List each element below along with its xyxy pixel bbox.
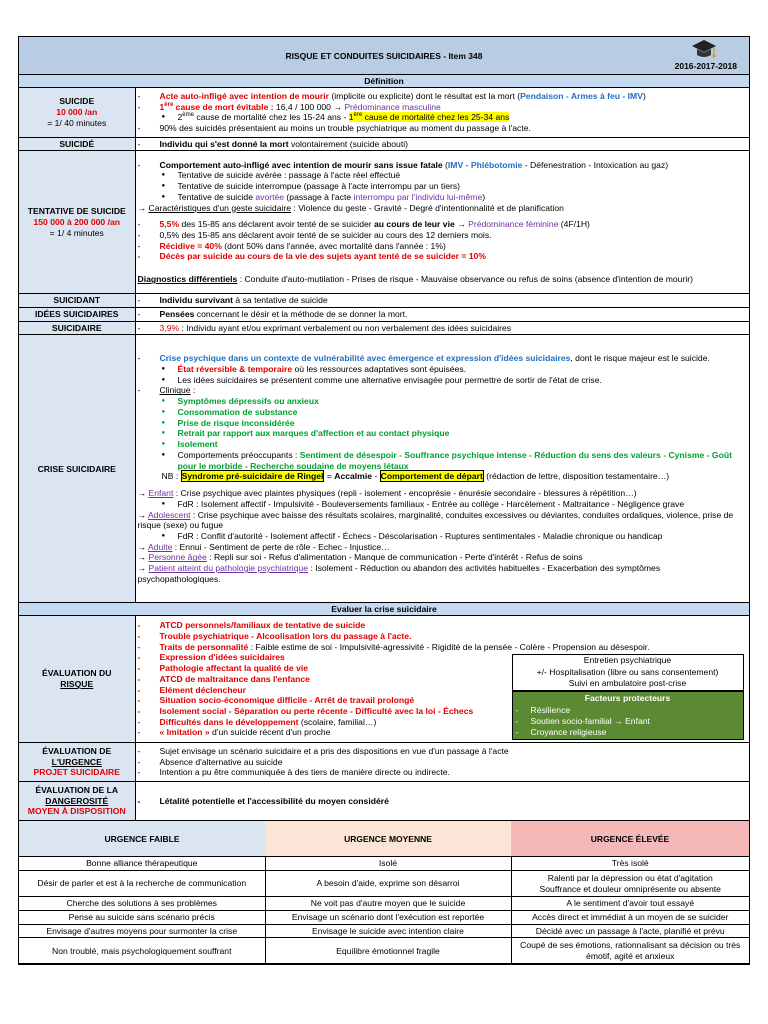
row-suicidaire	[19, 321, 749, 335]
suicide-stat: 10 000 /an	[56, 106, 98, 117]
text: : Ennui - Sentiment de perte de rôle - Echec - Injustice…	[172, 541, 390, 552]
text: Prédominance masculine	[344, 101, 441, 112]
label-suicidant: SUICIDANT	[19, 294, 135, 308]
table-cell: Décidé avec un passage à l'acte, planifié et prévu	[511, 924, 749, 938]
text: ème	[182, 112, 194, 119]
text: : Violence du geste - Gravité - Degré d'intentionnalité et de planification	[291, 202, 564, 213]
diagnostics	[136, 274, 746, 285]
list-item: - Absence d'alternative au suicide	[136, 757, 746, 768]
list-item: ● Isolement	[136, 439, 746, 450]
content-suicidant	[135, 294, 749, 308]
arrow-icon: →	[137, 488, 149, 499]
row-idees	[19, 307, 749, 321]
definition-table	[19, 88, 749, 603]
list-item: - Expression d'idées suicidaires	[136, 652, 746, 663]
list-item: - Létalité potentielle et l'accessibilité du moyen considéré	[136, 796, 746, 807]
list-item	[136, 642, 746, 653]
row-suicidant	[19, 294, 749, 308]
list-item: - Sujet envisage un scénario suicidaire et a pris des dispositions en vue d'un passage à l'acte	[136, 746, 746, 757]
text: cause de mortalité chez les 15-24 ans -	[193, 112, 349, 123]
text: Phlébotomie	[470, 159, 523, 170]
list-item: - Décès par suicide au cours de la vie des sujets ayant tenté de se suicider = 10%	[136, 251, 746, 262]
list-item	[136, 542, 746, 553]
row-crise	[19, 335, 749, 603]
list-item: - Résilience	[513, 705, 743, 716]
text: au cours de leur vie	[374, 219, 455, 230]
table-row	[19, 910, 749, 924]
text: Comportement de départ	[380, 471, 483, 482]
row-danger	[19, 781, 749, 820]
list-item	[136, 323, 746, 334]
table-row	[19, 938, 749, 964]
section-evaluer: Evaluer la crise suicidaire	[19, 603, 749, 616]
content-risque	[135, 616, 749, 742]
list-item: - Soutien socio-familial → Enfant	[513, 716, 743, 727]
text: Pensées	[159, 308, 195, 319]
page-title: RISQUE ET CONDUITES SUICIDAIRES - Item 348	[285, 51, 483, 61]
table-cell: A le sentiment d'avoir tout essayé	[511, 897, 749, 911]
text: (dont 50% dans l'année, avec mortalité dans l'année : 1%)	[221, 240, 446, 251]
list-item	[136, 488, 746, 499]
table-cell: Bonne alliance thérapeutique	[19, 857, 265, 871]
list-item	[136, 563, 746, 584]
table-row	[19, 871, 749, 897]
table-cell: Envisage un scénario dont l'exécution est reportée	[265, 910, 511, 924]
label-text: ÉVALUATION DE	[42, 745, 112, 756]
urgence-body	[19, 857, 749, 964]
row-suicide	[19, 88, 749, 137]
list-item: - Pathologie affectant la qualité de vie	[136, 663, 746, 674]
content-tentative	[135, 151, 749, 294]
table-cell: Très isolé	[511, 857, 749, 871]
list-item: - 0,5% des 15-85 ans déclarent avoir tenté de se suicider au cours des 12 derniers mois.	[136, 230, 746, 241]
list-item: ● Prise de risque inconsidérée	[136, 418, 746, 429]
list-item: - Croyance religieuse	[513, 727, 743, 738]
content-danger	[135, 781, 749, 820]
text: (passage à l'acte	[284, 191, 354, 202]
text: Acte auto-infligé avec intention de mourir	[159, 90, 330, 101]
text: (	[442, 159, 448, 170]
row-urgence	[19, 742, 749, 781]
label-text: PROJET SUICIDAIRE	[33, 767, 120, 778]
tentative-ratio: = 1/ 4 minutes	[49, 227, 104, 238]
text: Entretien psychiatrique	[583, 655, 672, 666]
list-item	[136, 139, 746, 150]
list-item	[136, 160, 746, 171]
list-item: ● Tentative de suicide avérée : passage à l'acte réel effectué	[136, 170, 746, 181]
tentative-stat: 150 000 à 200 000 /an	[33, 216, 120, 227]
text: Diagnostics différentiels	[137, 274, 238, 285]
table-cell: Non troublé, mais psychologiquement souffrant	[19, 938, 265, 964]
text: -	[372, 471, 380, 482]
section-definition: Définition	[19, 75, 749, 88]
text: avortée	[255, 191, 285, 202]
text: Facteurs protecteurs	[584, 693, 671, 704]
text: Patient atteint du pathologie psychiatrique	[148, 563, 309, 574]
text: =	[324, 471, 335, 482]
text: Adolescent	[148, 509, 191, 520]
label-suicidaire: SUICIDAIRE	[19, 321, 135, 335]
list-item	[136, 295, 746, 306]
text: (4F/1H)	[558, 219, 590, 230]
text: Enfant	[148, 488, 174, 499]
text: (implicite ou explicite) dont le résultat est la mort (	[329, 90, 521, 101]
arrow-icon: →	[137, 202, 149, 213]
text: Individu qui s'est donné la	[159, 138, 270, 149]
label-text: DANGEROSITÉ	[45, 795, 109, 806]
list-item: - ATCD personnels/familiaux de tentative de suicide	[136, 620, 746, 631]
urgence-table	[19, 821, 749, 964]
list-item: ● FdR : Conflit d'autorité - Isolement affectif - Échecs - Déscolarisation - Ruptures sentimentales - Maladie chronique ou handicap	[136, 531, 746, 542]
text: Prédominance féminine	[468, 219, 559, 230]
label-text: MOYEN À DISPOSITION	[27, 806, 126, 817]
header-elevee: URGENCE ÉLEVÉE	[511, 821, 749, 857]
list-item: - Trouble psychiatrique - Alcoolisation lors du passage à l'acte.	[136, 631, 746, 642]
list-item	[136, 203, 746, 214]
text: : Crise psychique avec baisse des résultats scolaires, marginalité, conduites excessives ou déviantes, conduites ordaliques, violence, prise de risque (sexe) ou fugue	[137, 509, 734, 531]
label-idees: IDÉES SUICIDAIRES	[19, 307, 135, 321]
content-suicidaire	[135, 321, 749, 335]
header-faible: URGENCE FAIBLE	[19, 821, 265, 857]
list-item	[136, 91, 746, 102]
text: -	[463, 159, 471, 170]
text: Accalmie	[334, 471, 372, 482]
table-cell: Equilibre émotionnel fragile	[265, 938, 511, 964]
list-item	[136, 112, 746, 123]
table-cell: Coupé de ses émotions, rationnalisant sa décision ou très émotif, agité et anxieux	[511, 938, 749, 964]
text: 5,5%	[159, 219, 180, 230]
arrow-icon: →	[137, 552, 149, 563]
graduation-cap-icon	[691, 38, 717, 60]
text: IMV	[447, 159, 464, 170]
list-item: - Elément déclencheur	[136, 685, 746, 696]
list-item: ● Retrait par rapport aux marques d'affection et au contact physique	[136, 428, 746, 439]
label-suicide	[19, 88, 135, 137]
label-risque	[19, 616, 135, 742]
content-suicide-abouti	[135, 137, 749, 151]
evaluation-table	[19, 616, 749, 821]
text: : Faible estime de soi - Impulsivité-agressivité - Rigidité de la pensée - Colère - Propension au désespoir.	[248, 641, 650, 652]
row-suicide-abouti	[19, 137, 749, 151]
label-suicide-abouti: SUICIDÉ	[19, 137, 135, 151]
nb-line	[136, 471, 746, 482]
table-cell: Pense au suicide sans scénario précis	[19, 910, 265, 924]
table-cell: Cherche des solutions à ses problèmes	[19, 897, 265, 911]
label-urgence	[19, 742, 135, 781]
row-risque	[19, 616, 749, 742]
list-item	[136, 364, 746, 375]
text: 2	[177, 112, 183, 123]
text: « Imitation »	[159, 727, 210, 738]
text: des 15-85 ans déclarent avoir tenté de se suicider	[179, 219, 375, 230]
text: : Repli sur soi - Refus d'alimentation - Manque de communication - Perte d'intérêt - Refus de soins	[206, 552, 583, 563]
table-row	[19, 897, 749, 911]
list-item	[136, 219, 746, 230]
table-cell: Ne voit pas d'autre moyen que le suicide	[265, 897, 511, 911]
text: à sa tentative de suicide	[233, 295, 328, 306]
list-item: - 90% des suicidés présentaient au moins un trouble psychiatrique au moment du passage à l'acte.	[136, 123, 746, 134]
content-urgence	[135, 742, 749, 781]
text: Sentiment de désespoir - Souffrance psychique intense - Réduction du sens des valeurs - Cynisme - Goût pour le morbide - Recherche soudaine de moyens létaux	[177, 449, 732, 471]
table-row	[19, 924, 749, 938]
label-text: L'URGENCE	[51, 756, 102, 767]
text: cause de mortalité chez les 25-34 ans	[362, 112, 510, 123]
text: (scolaire, familial…)	[298, 716, 377, 727]
header-moyenne: URGENCE MOYENNE	[265, 821, 511, 857]
label-danger	[19, 781, 135, 820]
text: NB :	[161, 471, 181, 482]
text: +/- Hospitalisation (libre ou sans consentement)	[536, 666, 719, 677]
list-item: - Isolement social - Séparation ou perte récente - Difficulté avec la loi - Échecs	[136, 706, 746, 717]
urgence-header-row	[19, 821, 749, 857]
text: où les ressources adaptatives sont épuisées.	[292, 363, 467, 374]
label-text: TENTATIVE DE SUICIDE	[27, 206, 126, 217]
arrow-icon: →	[137, 563, 149, 574]
arrow-icon: →	[137, 541, 149, 552]
text: Personne âgée	[148, 552, 207, 563]
list-item: ● Tentative de suicide interrompue (passage à l'acte interrompu par un tiers)	[136, 181, 746, 192]
text: Traits de personnalité	[159, 641, 249, 652]
text: concernant le désir et la méthode de se donner la mort.	[194, 308, 408, 319]
text: 1	[159, 101, 165, 112]
text: État réversible & temporaire	[177, 363, 293, 374]
facteurs-protecteurs-box	[512, 691, 744, 740]
years: 2016-2017-2018	[674, 61, 737, 71]
text: 16,4 / 100 000 →	[275, 101, 345, 112]
arrow-icon: →	[137, 509, 149, 520]
label-crise: CRISE SUICIDAIRE	[19, 335, 135, 603]
text: d'un suicide récent d'un proche	[209, 727, 331, 738]
text: - Défenestration - Intoxication au gaz)	[522, 159, 669, 170]
text: Tentative de suicide	[177, 191, 256, 202]
table-cell: Envisage le suicide avec intention claire	[265, 924, 511, 938]
label-tentative	[19, 151, 135, 294]
text: : Isolement - Réduction ou abandon des activités habituelles - Exacerbation des symptômes psychopathologiques.	[137, 563, 661, 584]
list-item: - Situation socio-économique difficile - Arrêt de travail prolongé	[136, 695, 746, 706]
table-cell: Isolé	[265, 857, 511, 871]
list-item: ● FdR : Isolement affectif - Impulsivité - Bouleversements familiaux - Entrée au collège - Harcèlement - Maltraitance - Négligence grave	[136, 499, 746, 510]
text: 1	[348, 112, 354, 123]
list-item	[136, 353, 746, 364]
text: Adulte	[148, 541, 173, 552]
text: , dont le risque majeur est le suicide.	[570, 353, 710, 364]
text: →	[454, 219, 469, 230]
text: : Conduite d'auto-mutilation - Prises de risque - Mauvaise observance ou refus de soins (absence d'intention de mourir)	[237, 274, 693, 285]
fiche	[18, 36, 750, 965]
list-item	[136, 241, 746, 252]
text: ère	[353, 112, 363, 119]
text: Individu survivant	[159, 295, 234, 306]
text: )	[642, 90, 646, 101]
text: ère	[164, 101, 174, 108]
text: )	[482, 191, 486, 202]
list-item: ● Symptômes dépressifs ou anxieux	[136, 396, 746, 407]
prise-en-charge-box	[512, 654, 744, 691]
content-crise	[135, 335, 749, 603]
text: Suivi en ambulatoire post-crise	[568, 677, 687, 688]
table-cell: Envisage d'autres moyens pour surmonter la crise	[19, 924, 265, 938]
table-cell: Désir de parler et est à la recherche de communication	[19, 871, 265, 897]
list-item	[136, 309, 746, 320]
header	[19, 37, 749, 75]
list-item: - Clinique :	[136, 385, 746, 396]
text: 3,9%	[159, 322, 180, 333]
list-item: - ATCD de maltraitance dans l'enfance	[136, 674, 746, 685]
text: Clinique	[159, 385, 191, 396]
content-suicide	[135, 88, 749, 137]
table-cell: Accès direct et immédiat à un moyen de se suicider	[511, 910, 749, 924]
table-cell: A besoin d'aide, exprime son désarroi	[265, 871, 511, 897]
text: Difficultés dans le développement	[159, 716, 299, 727]
text: Comportements préoccupants :	[177, 449, 300, 460]
list-item	[136, 450, 746, 471]
label-text: ÉVALUATION DU	[42, 668, 112, 679]
list-item: - Intention a pu être communiquée à des tiers de manière directe ou indirecte.	[136, 767, 746, 778]
suicide-ratio: = 1/ 40 minutes	[47, 117, 107, 128]
text: (rédaction de lettre, disposition testamentaire…)	[483, 471, 670, 482]
row-tentative	[19, 151, 749, 294]
text: : Individu ayant et/ou exprimant verbalement ou non verbalement des idées suicidaires	[179, 322, 512, 333]
text: Récidive = 40%	[159, 240, 222, 251]
text: Crise psychique dans un contexte de vulnérabilité avec émergence et expression d'idées suicidaires	[159, 353, 571, 364]
list-item: ● Consommation de substance	[136, 407, 746, 418]
text: Caractéristiques d'un geste suicidaire	[148, 202, 292, 213]
list-item	[136, 102, 746, 113]
table-row	[19, 857, 749, 871]
label-text: ÉVALUATION DE LA	[35, 784, 119, 795]
list-item	[136, 552, 746, 563]
text: interrompu par l'individu lui-même	[353, 191, 483, 202]
content-idees	[135, 307, 749, 321]
text: mort	[269, 138, 289, 149]
text: cause de mort évitable :	[173, 101, 276, 112]
list-item	[136, 192, 746, 203]
text: volontairement (suicide abouti)	[288, 138, 408, 149]
text: Pendaison - Armes à feu - IMV	[520, 90, 643, 101]
text: Syndrome pré-suicidaire de Ringel	[181, 471, 324, 482]
label-text: RISQUE	[60, 679, 94, 690]
table-cell: Ralenti par la dépression ou état d'agitation Souffrance et douleur omniprésente ou absente	[511, 871, 749, 897]
label-text: SUICIDE	[59, 96, 95, 107]
list-item	[136, 510, 746, 531]
list-item: ● Les idées suicidaires se présentent comme une alternative envisagée pour permettre de sortir de l'état de crise.	[136, 375, 746, 386]
text: : Crise psychique avec plaintes physiques (repli - isolement - encoprésie - énurésie secondaire - blessures à répétition…)	[173, 488, 637, 499]
text: Comportement auto-infligé avec intention de mourir sans issue fatale	[159, 159, 443, 170]
